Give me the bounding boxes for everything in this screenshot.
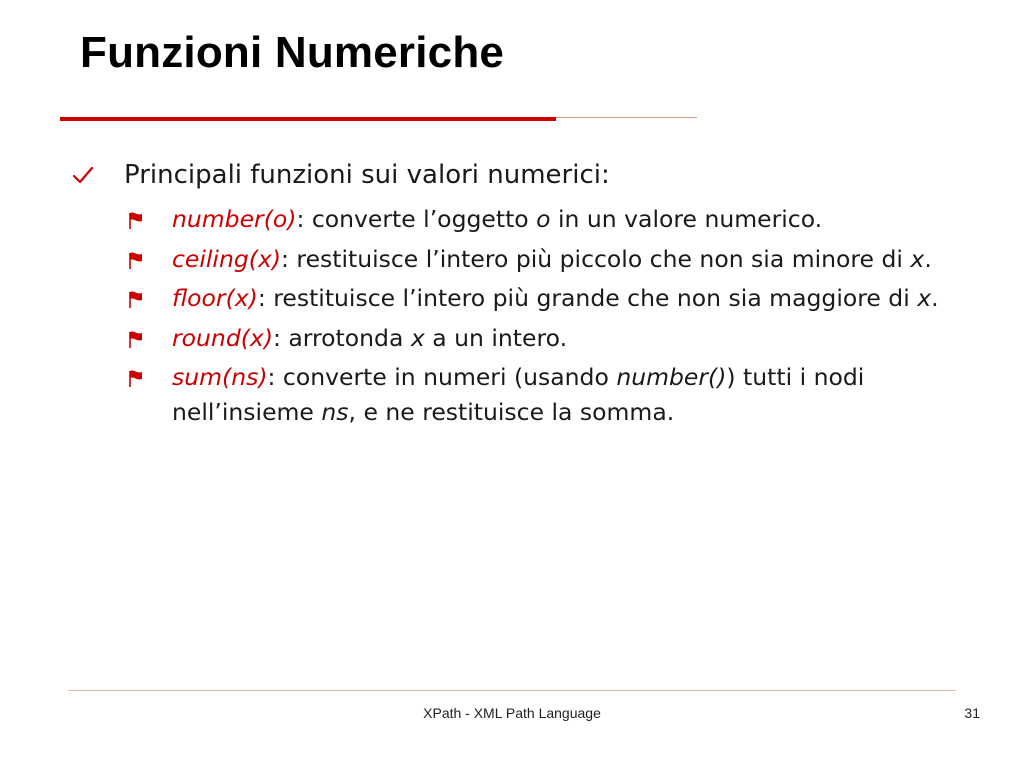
list-item-text bbox=[172, 242, 952, 277]
list-item-text bbox=[172, 321, 952, 356]
flag-icon bbox=[126, 211, 146, 231]
list-item-number bbox=[126, 202, 956, 237]
title-underline-thin bbox=[556, 117, 697, 118]
list-item-floor bbox=[126, 281, 956, 316]
function-list bbox=[126, 202, 956, 434]
function-name: floor(x) bbox=[172, 284, 258, 312]
main-bullet bbox=[70, 156, 610, 194]
list-item-sum bbox=[126, 360, 956, 429]
italic-term: ns bbox=[321, 397, 349, 426]
page-number: 31 bbox=[964, 705, 980, 721]
flag-icon bbox=[126, 290, 146, 310]
description-part: : arrotonda bbox=[273, 323, 411, 352]
list-item-text bbox=[172, 202, 952, 237]
footer-divider bbox=[68, 690, 956, 691]
slide-title: Funzioni Numeriche bbox=[80, 28, 505, 77]
italic-term: number() bbox=[616, 363, 727, 391]
title-underline-thick bbox=[60, 117, 556, 121]
flag-icon bbox=[126, 369, 146, 389]
list-item-ceiling bbox=[126, 242, 956, 277]
checkmark-icon bbox=[70, 162, 96, 188]
description-part: , e ne restituisce la somma. bbox=[348, 397, 675, 426]
italic-term: x bbox=[917, 284, 932, 312]
function-name: number(o) bbox=[172, 205, 297, 233]
description-part: : restituisce l’intero più piccolo che non sia minore di bbox=[281, 244, 911, 273]
description-part: ) tutti i nodi nell’insieme bbox=[172, 363, 865, 426]
description-part: . bbox=[924, 244, 932, 273]
italic-term: o bbox=[536, 205, 551, 233]
function-name: sum(ns) bbox=[172, 363, 268, 391]
list-item-text bbox=[172, 281, 952, 316]
list-item-round bbox=[126, 321, 956, 356]
description-part: in un valore numerico. bbox=[550, 205, 823, 233]
italic-term: x bbox=[410, 323, 425, 352]
footer-title: XPath - XML Path Language bbox=[423, 705, 601, 721]
main-bullet-text: Principali funzioni sui valori numerici: bbox=[124, 160, 610, 190]
description-part: : restituisce l’intero più grande che non sia maggiore di bbox=[257, 284, 918, 312]
description-part: . bbox=[931, 284, 939, 312]
flag-icon bbox=[126, 251, 146, 271]
function-name: ceiling(x) bbox=[172, 244, 282, 273]
italic-term: x bbox=[910, 244, 925, 273]
function-name: round(x) bbox=[172, 323, 273, 352]
flag-icon bbox=[126, 330, 146, 350]
list-item-text bbox=[172, 360, 952, 429]
description-part: : converte l’oggetto bbox=[296, 205, 537, 233]
description-part: a un intero. bbox=[424, 323, 568, 352]
description-part: : converte in numeri (usando bbox=[267, 363, 617, 391]
